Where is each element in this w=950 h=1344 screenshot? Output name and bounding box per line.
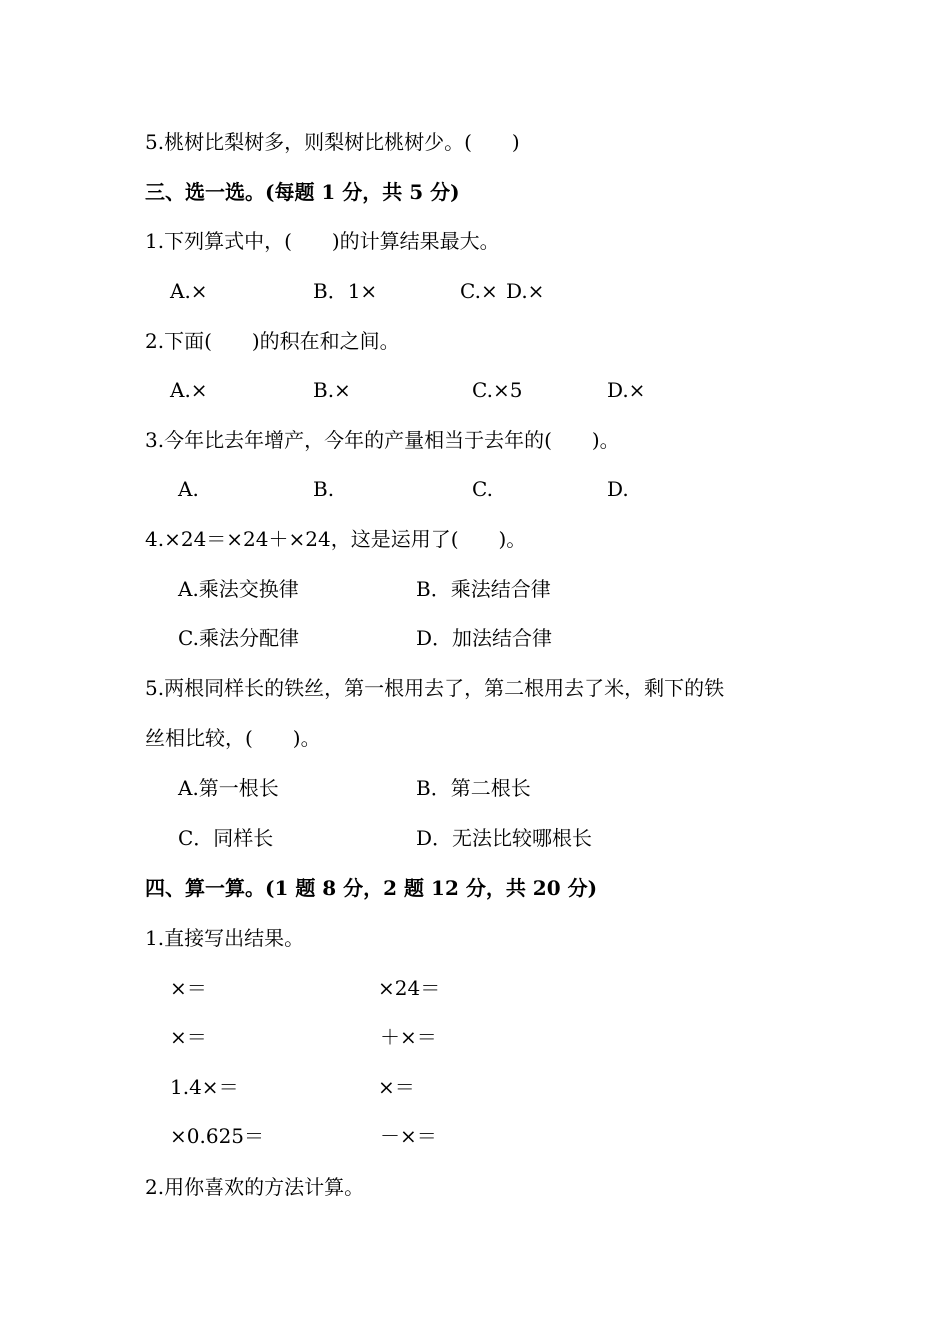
section-3-title: 三、选一选。(每题 1 分，共 5 分) xyxy=(145,180,460,204)
calc-item: ×＝ xyxy=(170,976,207,1000)
choice-q1-option-d: D.× xyxy=(506,279,545,303)
choice-q5-option-a: A.第一根长 xyxy=(178,776,279,800)
choice-q1-option-b: B．1× xyxy=(313,279,378,303)
calc-item: －×＝ xyxy=(380,1124,437,1148)
choice-q4-option-d: D．加法结合律 xyxy=(416,626,553,650)
choice-q2-stem: 2.下面( )的积在和之间。 xyxy=(145,329,400,353)
choice-q4-option-a: A.乘法交换律 xyxy=(178,577,299,601)
choice-q5-option-d: D．无法比较哪根长 xyxy=(416,826,593,850)
choice-q4-stem: 4.×24＝×24＋×24，这是运用了( )。 xyxy=(145,527,527,551)
choice-q5-stem-line2: 丝相比较，( )。 xyxy=(145,726,321,750)
judge-question-5: 5.桃树比梨树多，则梨树比桃树少。( ) xyxy=(145,130,520,154)
calc-item: ×＝ xyxy=(378,1075,415,1099)
choice-q2-option-b: B.× xyxy=(313,378,351,402)
choice-q5-stem-line1: 5.两根同样长的铁丝，第一根用去了，第二根用去了米，剩下的铁 xyxy=(145,676,725,700)
choice-q2-option-a: A.× xyxy=(170,378,208,402)
calc-item: ×24＝ xyxy=(378,976,441,1000)
choice-q2-option-d: D.× xyxy=(607,378,646,402)
calc-item: ×＝ xyxy=(170,1025,207,1049)
choice-q1-option-a: A.× xyxy=(170,279,208,303)
calc-item: ×0.625＝ xyxy=(170,1124,265,1148)
choice-q3-stem: 3.今年比去年增产，今年的产量相当于去年的( )。 xyxy=(145,428,620,452)
choice-q3-option-a: A. xyxy=(178,477,199,501)
calc-item: 1.4×＝ xyxy=(170,1075,239,1099)
choice-q5-option-b: B．第二根长 xyxy=(416,776,531,800)
choice-q1-option-c: C.× xyxy=(460,279,498,303)
choice-q3-option-b: B. xyxy=(313,477,335,501)
section-4-title: 四、算一算。(1 题 8 分，2 题 12 分，共 20 分) xyxy=(145,876,598,900)
calc-q2-stem: 2.用你喜欢的方法计算。 xyxy=(145,1175,365,1199)
choice-q3-option-d: D. xyxy=(607,477,629,501)
choice-q3-option-c: C. xyxy=(472,477,493,501)
choice-q4-option-c: C.乘法分配律 xyxy=(178,626,299,650)
choice-q5-option-c: C．同样长 xyxy=(178,826,274,850)
calc-q1-stem: 1.直接写出结果。 xyxy=(145,926,305,950)
choice-q4-option-b: B．乘法结合律 xyxy=(416,577,551,601)
calc-item: ＋×＝ xyxy=(380,1025,437,1049)
choice-q2-option-c: C.×5 xyxy=(472,378,523,402)
choice-q1-stem: 1.下列算式中，( )的计算结果最大。 xyxy=(145,229,500,253)
